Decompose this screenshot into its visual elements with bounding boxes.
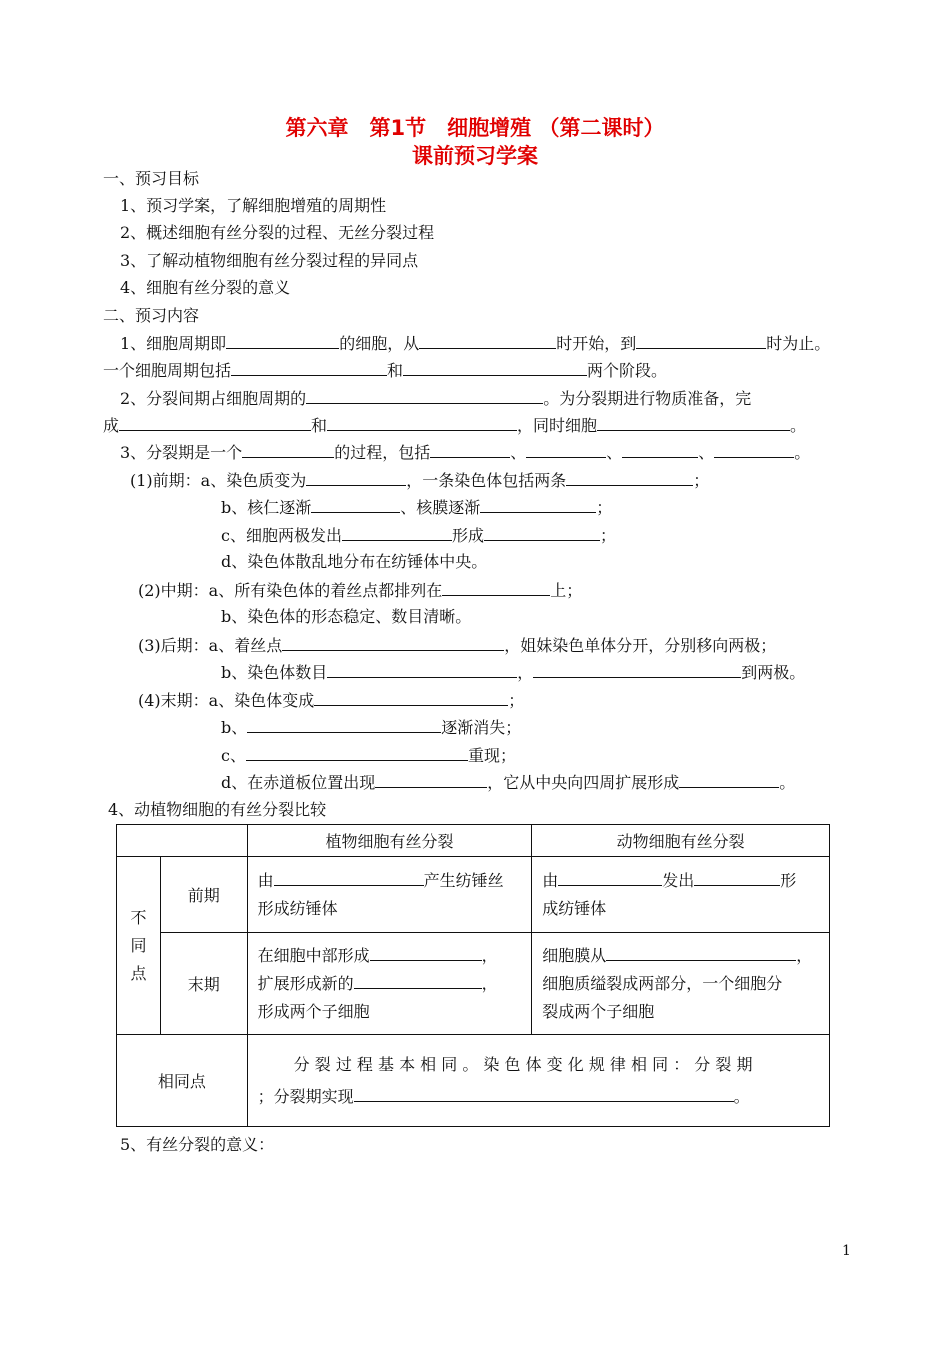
row-label-telophase: 末期 [160,933,247,1035]
anaphase-b: b、染色体数目 ， 到两极。 [221,663,806,682]
section-heading-compare: 4、动植物细胞的有丝分裂比较 [108,800,327,819]
blank-field[interactable] [403,359,587,376]
blank-field[interactable] [442,579,550,596]
column-header-animal: 动物细胞有丝分裂 [532,825,830,857]
blank-field[interactable] [282,634,504,651]
goal-item: 3、了解动植物细胞有丝分裂过程的异同点 [120,251,419,270]
cell-same: 分 裂 过 程 基 本 相 同 。 染 色 体 变 化 规 律 相 同 ： 分 裂 期 ；分裂期实现 。 [247,1035,829,1127]
cell-animal-telophase: 细胞膜从 ， 细胞质缢裂成两部分，一个细胞分 裂成两个子细胞 [532,933,830,1035]
section-heading-goals: 一、预习目标 [103,169,200,188]
cell-plant-prophase: 由 产生纺锤丝 形成纺锤体 [247,857,532,933]
page-number: 1 [842,1243,851,1259]
blank-field[interactable] [274,869,424,886]
blank-field[interactable] [526,441,606,458]
blank-field[interactable] [342,524,452,541]
blank-field[interactable] [484,524,600,541]
blank-field[interactable] [354,1085,734,1102]
blank-field[interactable] [566,469,693,486]
section-heading-significance: 5、有丝分裂的意义： [120,1135,275,1154]
blank-field[interactable] [231,359,387,376]
blank-field[interactable] [419,332,556,349]
blank-field[interactable] [533,661,741,678]
prophase-a: (1)前期：a、染色质变为 ，一条染色体包括两条 ； [130,471,710,490]
goal-item: 4、细胞有丝分裂的意义 [120,278,291,297]
metaphase-b: b、染色体的形态稳定、数目清晰。 [221,607,472,626]
telophase-b: b、 逐渐消失； [221,718,522,737]
goal-item: 2、概述细胞有丝分裂的过程、无丝分裂过程 [120,223,435,242]
blank-field[interactable] [247,716,441,733]
cell-plant-telophase: 在细胞中部形成 ， 扩展形成新的 ， 形成两个子细胞 [247,933,532,1035]
table-header-row [117,825,830,857]
blank-field[interactable] [375,771,487,788]
question-1-continued: 一个细胞周期包括 和 两个阶段。 [103,361,668,380]
blank-field[interactable] [480,496,596,513]
telophase-d: d、在赤道板位置出现 ，它从中央向四周扩展形成 。 [221,773,796,792]
anaphase-a: (3)后期：a、着丝点 ，姐妹染色单体分开，分别移向两极； [138,636,777,655]
blank-field[interactable] [327,414,517,431]
blank-field[interactable] [226,332,339,349]
telophase-c: c、 重现； [221,746,516,765]
blank-field[interactable] [246,744,468,761]
comparison-table [116,824,830,1127]
table-row-prophase [117,857,830,933]
table-header-empty [117,825,248,857]
row-group-label-diff: 不同点 [117,857,161,1035]
blank-field[interactable] [606,944,796,961]
cell-animal-prophase: 由 发出 形 成纺锤体 [532,857,830,933]
goal-item: 1、预习学案，了解细胞增殖的周期性 [120,196,387,215]
blank-field[interactable] [306,387,543,404]
question-2-continued: 成 和 ，同时细胞 。 [103,416,807,435]
blank-field[interactable] [370,944,482,961]
metaphase-a: (2)中期：a、所有染色体的着丝点都排列在 上； [138,581,583,600]
column-header-plant: 植物细胞有丝分裂 [247,825,532,857]
document-title: 第六章 第1节 细胞增殖 （第二课时） [285,116,665,140]
blank-field[interactable] [679,771,779,788]
prophase-d: d、染色体散乱地分布在纺锤体中央。 [221,552,488,571]
blank-field[interactable] [314,689,508,706]
prophase-b: b、核仁逐渐 、核膜逐渐 ； [221,498,613,517]
document-subtitle: 课前预习学案 [412,144,538,168]
blank-field[interactable] [714,441,794,458]
blank-field[interactable] [622,441,698,458]
section-heading-content: 二、预习内容 [103,306,200,325]
row-label-prophase: 前期 [160,857,247,933]
row-label-same: 相同点 [117,1035,248,1127]
table-row-same [117,1035,830,1127]
blank-field[interactable] [597,414,790,431]
blank-field[interactable] [636,332,766,349]
blank-field[interactable] [558,869,662,886]
question-3: 3、分裂期是一个 的过程，包括 、 、 、 。 [120,443,811,462]
prophase-c: c、细胞两极发出 形成 ； [221,526,616,545]
blank-field[interactable] [119,414,311,431]
table-row-telophase [117,933,830,1035]
blank-field[interactable] [354,972,482,989]
blank-field[interactable] [306,469,406,486]
blank-field[interactable] [327,661,517,678]
telophase-a: (4)末期：a、染色体变成 ； [138,691,525,710]
blank-field[interactable] [694,869,780,886]
blank-field[interactable] [311,496,400,513]
blank-field[interactable] [430,441,510,458]
question-2: 2、分裂间期占细胞周期的 。为分裂期进行物质准备，完 [120,389,752,408]
question-1: 1、细胞周期即 的细胞，从 时开始，到 时为止。 [120,334,831,353]
blank-field[interactable] [242,441,334,458]
